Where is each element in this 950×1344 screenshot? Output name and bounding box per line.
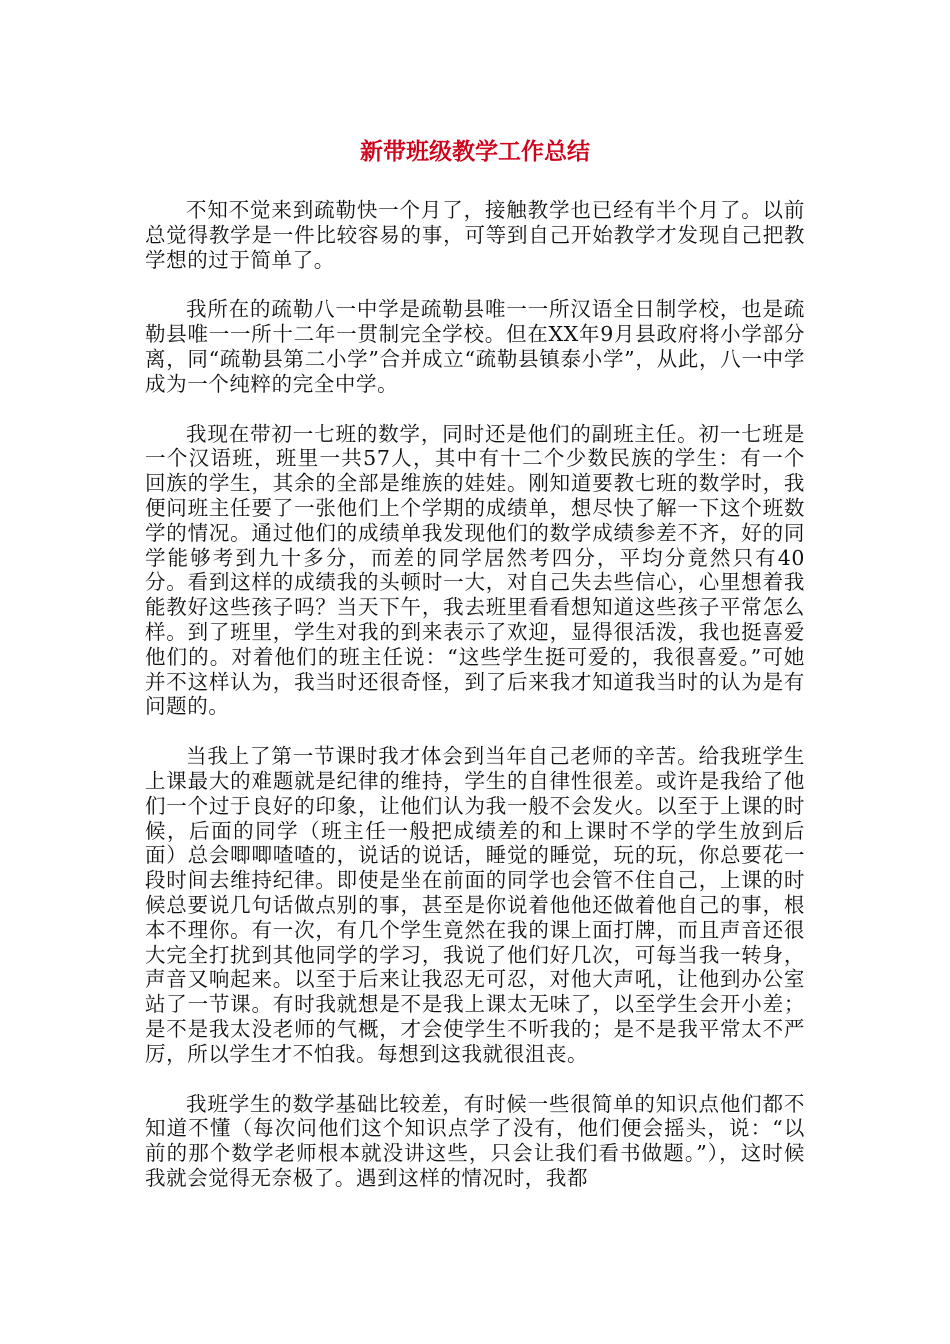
document-title: 新带班级教学工作总结 [360, 139, 590, 165]
paragraph-2: 我所在的疏勒八一中学是疏勒县唯一一所汉语全日制学校，也是疏勒县唯一一所十二年一贯制完全学校。但在XX年9月县政府将小学部分离，同“疏勒县第二小学”合并成立“疏勒县镇泰小学”，从此，八一中学成为一个纯粹的完全中学。 [145, 297, 805, 396]
paragraph-3: 我现在带初一七班的数学，同时还是他们的副班主任。初一七班是一个汉语班，班里一共57人，其中有十二个少数民族的学生：有一个回族的学生，其余的全部是维族的娃娃。刚知道要教七班的数学时，我便问班主任要了一张他们上个学期的成绩单，想尽快了解一下这个班数学的情况。通过他们的成绩单我发现他们的数学成绩参差不齐，好的同学能够考到九十多分，而差的同学居然考四分，平均分竟然只有40分。看到这样的成绩我的头顿时一大，对自己失去些信心，心里想着我能教好这些孩子吗？当天下午，我去班里看看想知道这些孩子平常怎么样。到了班里，学生对我的到来表示了欢迎，显得很活泼，我也挺喜爱他们的。对着他们的班主任说：“这些学生挺可爱的，我很喜爱。”可她并不这样认为，我当时还很奇怪，到了后来我才知道我当时的认为是有问题的。 [145, 421, 805, 719]
paragraph-5: 我班学生的数学基础比较差，有时候一些很简单的知识点他们都不知道不懂（每次问他们这个知识点学了没有，他们便会摇头，说：“以前的那个数学老师根本就没讲这些，只会让我们看书做题。”），这时候我就会觉得无奈极了。遇到这样的情况时，我都 [145, 1091, 805, 1190]
paragraph-4: 当我上了第一节课时我才体会到当年自己老师的辛苦。给我班学生上课最大的难题就是纪律的维持，学生的自律性很差。或许是我给了他们一个过于良好的印象，让他们认为我一般不会发火。以至于上课的时候，后面的同学（班主任一般把成绩差的和上课时不学的学生放到后面）总会唧唧喳喳的，说话的说话，睡觉的睡觉，玩的玩，你总要花一段时间去维持纪律。即使是坐在前面的同学也会管不住自己，上课的时候总要说几句话做点别的事，甚至是你说着他他还做着他自己的事，根本不理你。有一次，有几个学生竟然在我的课上面打牌，而且声音还很大完全打扰到其他同学的学习，我说了他们好几次，可每当我一转身，声音又响起来。以至于后来让我忍无可忍，对他大声吼，让他到办公室站了一节课。有时我就想是不是我上课太无味了，以至学生会开小差；是不是我太没老师的气概，才会使学生不听我的；是不是我平常太不严厉，所以学生才不怕我。每想到这我就很沮丧。 [145, 744, 805, 1066]
document-body [145, 198, 805, 1216]
paragraph-1: 不知不觉来到疏勒快一个月了，接触教学也已经有半个月了。以前总觉得教学是一件比较容易的事，可等到自己开始教学才发现自己把教学想的过于简单了。 [145, 198, 805, 272]
